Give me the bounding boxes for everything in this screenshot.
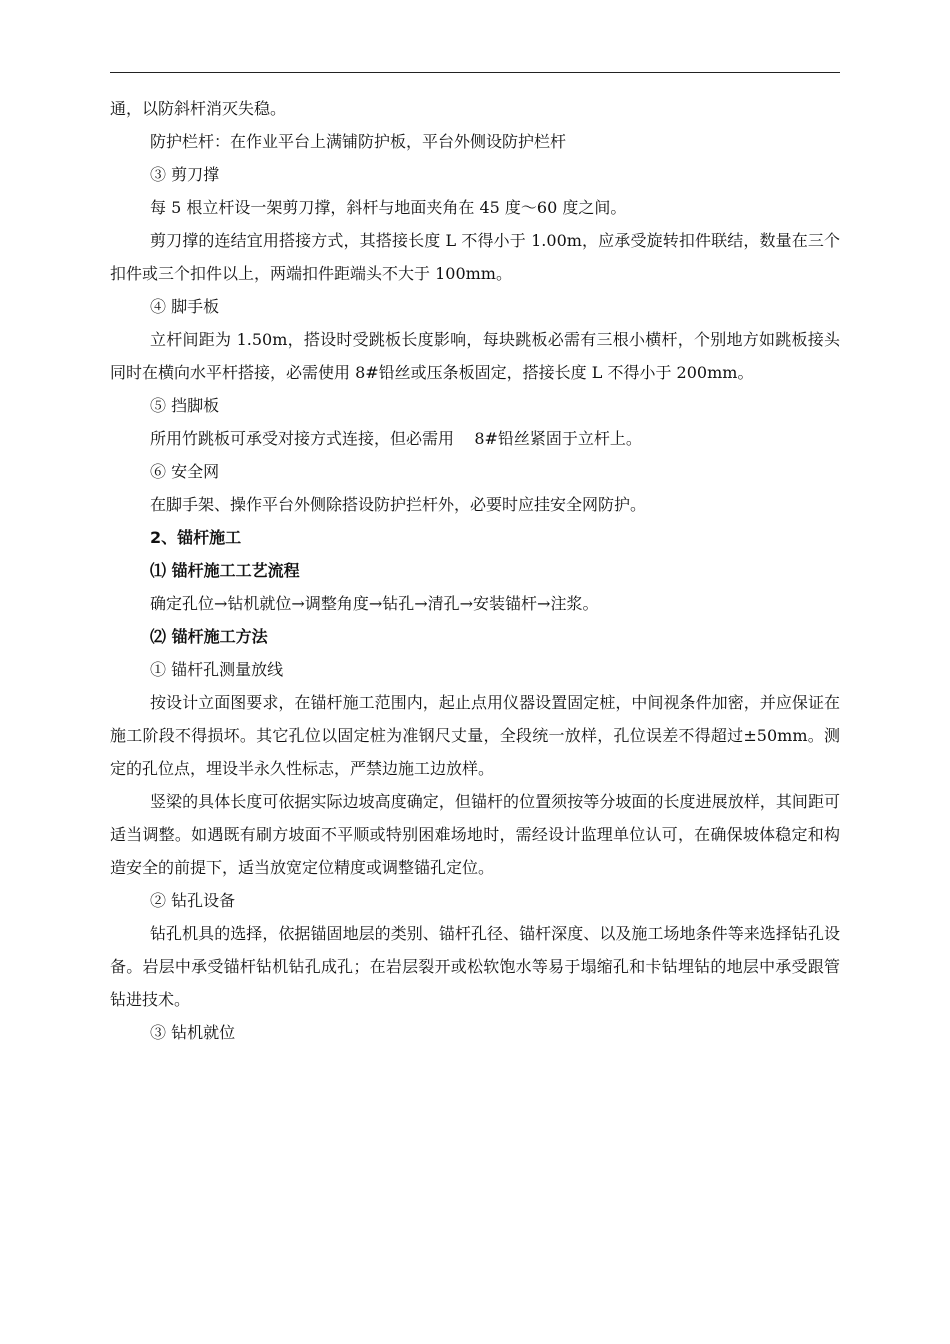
- paragraph-toe-board: 所用竹跳板可承受对接方式连接，但必需用 8#铅丝紧固于立杆上。: [150, 429, 642, 448]
- subheading-safety-net: ⑥ 安全网: [150, 462, 220, 481]
- document-body: [110, 92, 840, 1049]
- paragraph-survey-layout: 按设计立面图要求，在锚杆施工范围内，起止点用仪器设置固定桩，中间视条件加密，并应保证在施工阶段不得损坏。其它孔位以固定桩为准钢尺丈量，全段统一放样，孔位误差不得超过±50mm。测定的孔位点，埋设半永久性标志，严禁边施工边放样。: [110, 693, 840, 778]
- subheading-toe-board: ⑤ 挡脚板: [150, 396, 220, 415]
- paragraph-guardrail: 防护栏杆：在作业平台上满铺防护板，平台外侧设防护栏杆: [150, 132, 567, 151]
- subheading-drill-positioning: ③ 钻机就位: [150, 1023, 236, 1042]
- paragraph-vertical-beam: 竖梁的具体长度可依据实际边坡高度确定，但锚杆的位置须按等分坡面的长度进展放样，其间距可适当调整。如遇既有刷方坡面不平顺或特别困难场地时，需经设计监理单位认可，在确保坡体稳定和构造安全的前提下，适当放宽定位精度或调整锚孔定位。: [110, 792, 840, 877]
- subheading-scissor-brace: ③ 剪刀撑: [150, 165, 220, 184]
- paragraph-drilling-equipment: 钻孔机具的选择，依据锚固地层的类别、锚杆孔径、锚杆深度、以及施工场地条件等来选择钻孔设备。岩层中承受锚杆钻机钻孔成孔；在岩层裂开或松软饱水等易于塌缩孔和卡钻埋钻的地层中承受跟管钻进技术。: [110, 924, 840, 1009]
- header-rule: [110, 72, 840, 73]
- subsection-heading-process-flow: ⑴ 锚杆施工工艺流程: [150, 561, 300, 580]
- subheading-drilling-equipment: ② 钻孔设备: [150, 891, 236, 910]
- paragraph-process-flow: 确定孔位→钻机就位→调整角度→钻孔→清孔→安装锚杆→注浆。: [150, 594, 599, 613]
- subsection-heading-construction-method: ⑵ 锚杆施工方法: [150, 627, 268, 646]
- subheading-scaffold-board: ④ 脚手板: [150, 297, 220, 316]
- subheading-survey-layout: ① 锚杆孔测量放线: [150, 660, 284, 679]
- paragraph-safety-net: 在脚手架、操作平台外侧除搭设防护拦杆外，必要时应挂安全网防护。: [150, 495, 647, 514]
- paragraph-continuation: 通，以防斜杆消灭失稳。: [110, 99, 287, 118]
- paragraph-scissor-brace-connection: 剪刀撑的连结宜用搭接方式，其搭接长度 L 不得小于 1.00m，应承受旋转扣件联结，数量在三个扣件或三个扣件以上，两端扣件距端头不大于 100mm。: [110, 231, 840, 283]
- paragraph-scaffold-board: 立杆间距为 1.50m，搭设时受跳板长度影响，每块跳板必需有三根小横杆，个别地方如跳板接头同时在横向水平杆搭接，必需使用 8#铅丝或压条板固定，搭接长度 L 不得小于 200mm。: [110, 330, 840, 382]
- paragraph-scissor-brace-spacing: 每 5 根立杆设一架剪刀撑，斜杆与地面夹角在 45 度～60 度之间。: [150, 198, 627, 217]
- section-heading-anchor-construction: 2、锚杆施工: [150, 528, 242, 547]
